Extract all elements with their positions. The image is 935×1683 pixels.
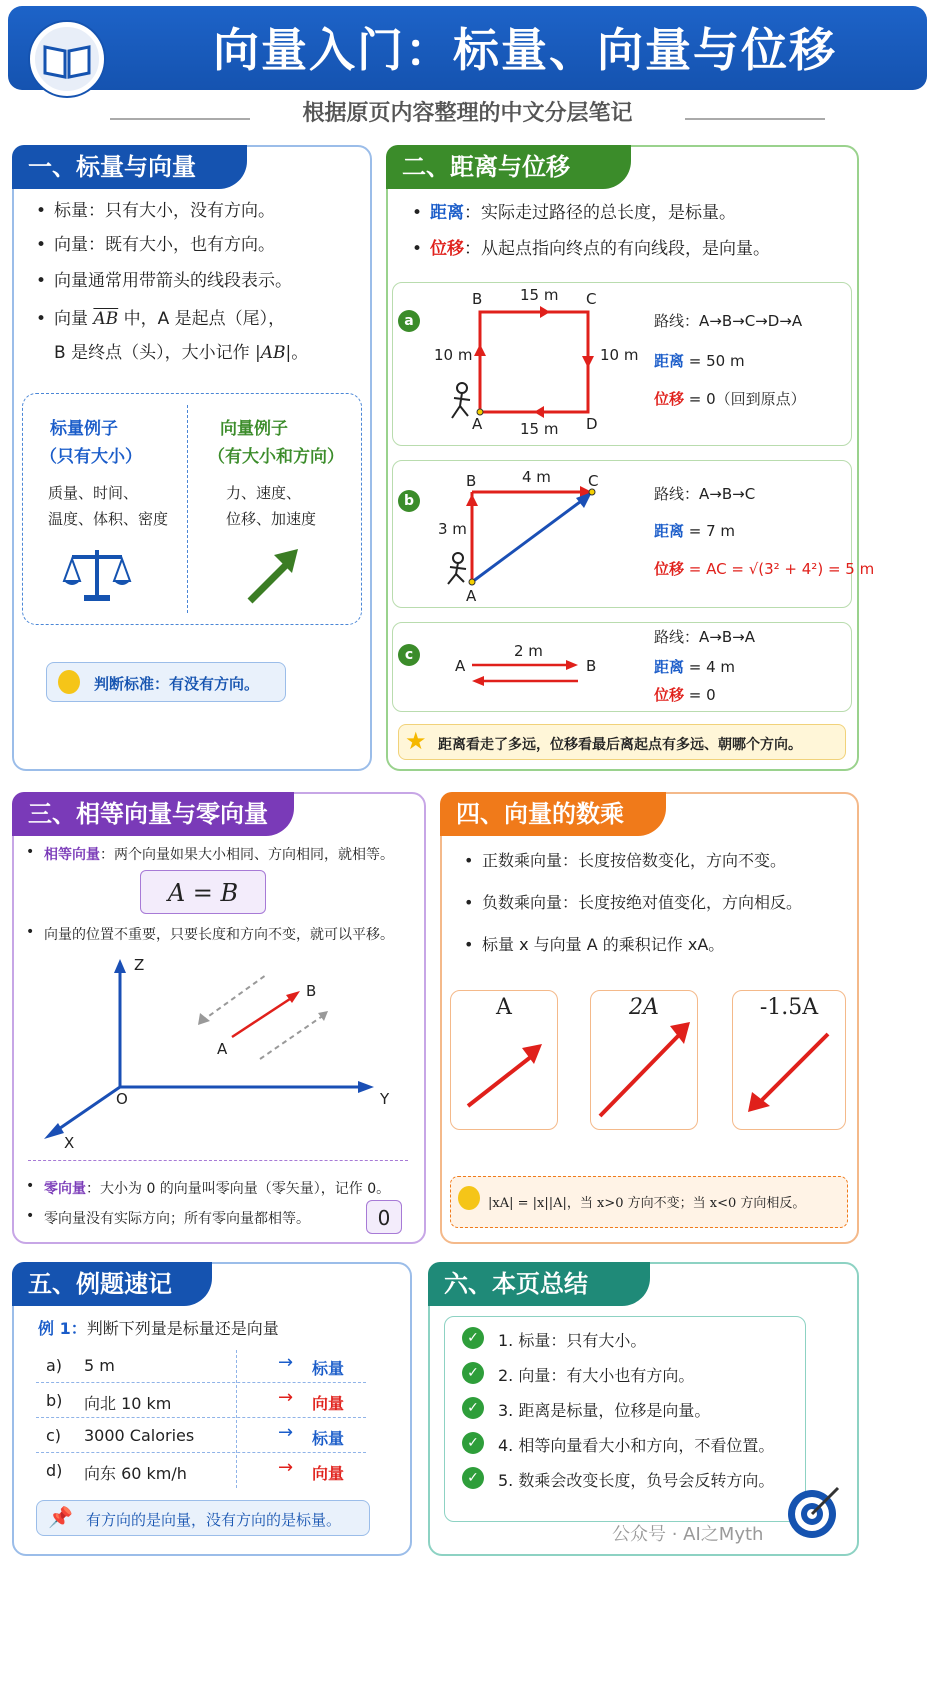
bullet: • 向量的位置不重要，只要长度和方向不变，就可以平移。 bbox=[44, 924, 394, 944]
pin-icon: 📌 bbox=[48, 1505, 73, 1529]
row-answer: 标量 bbox=[312, 1359, 345, 1378]
card-label: A bbox=[496, 995, 512, 1020]
lightbulb-icon bbox=[58, 670, 80, 694]
row-answer: 标量 bbox=[312, 1429, 345, 1448]
bullet-text: B 是终点（头），大小记作 bbox=[54, 343, 250, 363]
row-key: c) bbox=[46, 1426, 62, 1445]
row-divider bbox=[36, 1417, 366, 1418]
bullet: • 负数乘向量：长度按绝对值变化，方向相反。 bbox=[482, 890, 802, 916]
row-quantity: 5 m bbox=[84, 1356, 115, 1375]
keyword: 距离 bbox=[654, 658, 685, 676]
point-label: B bbox=[472, 290, 483, 308]
length-label: 4 m bbox=[522, 468, 551, 486]
axis-label: X bbox=[64, 1134, 75, 1152]
point-label: B bbox=[466, 472, 477, 490]
bullet bbox=[54, 306, 285, 332]
check-icon: ✓ bbox=[462, 1327, 484, 1349]
summary-item: 2. 向量：有大小也有方向。 bbox=[498, 1366, 695, 1385]
displacement-text bbox=[654, 558, 874, 579]
keyword: 位移 bbox=[654, 560, 685, 578]
vector-example-sub: （有大小和方向） bbox=[208, 447, 344, 467]
check-icon: ✓ bbox=[462, 1432, 484, 1454]
keyword: 相等向量 bbox=[44, 847, 100, 863]
section-title: 四、向量的数乘 bbox=[440, 792, 666, 836]
keyword: 距离 bbox=[654, 522, 685, 540]
check-icon: ✓ bbox=[462, 1467, 484, 1489]
row-divider bbox=[36, 1382, 366, 1383]
distance-text bbox=[654, 350, 745, 371]
keyword: 位移 bbox=[430, 239, 464, 259]
length-label: 3 m bbox=[438, 520, 467, 538]
bullet-text: ：两个向量如果大小相同、方向相同，就相等。 bbox=[100, 847, 394, 863]
point-label: A bbox=[217, 1040, 228, 1058]
keyword: 位移 bbox=[654, 686, 685, 704]
displacement-text bbox=[654, 388, 806, 409]
watermark: 公众号 · AI之Myth bbox=[612, 1524, 764, 1545]
vector-examples: 力、速度、 bbox=[226, 484, 302, 502]
section-title: 一、标量与向量 bbox=[12, 145, 247, 189]
value: = 0 bbox=[684, 686, 716, 704]
row-answer: 向量 bbox=[312, 1394, 345, 1413]
check-icon: ✓ bbox=[462, 1362, 484, 1384]
bullet bbox=[44, 1178, 390, 1198]
scalar-examples: 质量、时间、 bbox=[48, 484, 139, 502]
lightbulb-icon bbox=[458, 1186, 480, 1210]
axis-label: Z bbox=[134, 956, 145, 974]
axis-label: Y bbox=[380, 1090, 390, 1108]
point-label: C bbox=[586, 290, 597, 308]
vector-example-heading: 向量例子 bbox=[220, 419, 288, 439]
tip-text: 距离看走了多远，位移看最后离起点有多远、朝哪个方向。 bbox=[438, 737, 802, 753]
bullet: • 正数乘向量：长度按倍数变化，方向不变。 bbox=[482, 848, 786, 874]
length-label: 10 m bbox=[434, 346, 473, 364]
route-text: 路线：A→B→C→D→A bbox=[654, 312, 803, 330]
length-label: 2 m bbox=[514, 642, 543, 660]
row-divider bbox=[36, 1452, 366, 1453]
point-label: B bbox=[306, 982, 317, 1000]
value: = AC = √(3² + 4²) = 5 m bbox=[684, 560, 875, 578]
example-prompt bbox=[38, 1316, 279, 1339]
card-label: -1.5A bbox=[759, 995, 819, 1020]
equation-box: A = B bbox=[140, 870, 266, 914]
value: = 7 m bbox=[684, 522, 736, 540]
keyword: 距离 bbox=[654, 352, 685, 370]
scale-icon bbox=[62, 545, 132, 605]
bullet-text: 。 bbox=[291, 343, 309, 363]
page-title: 向量入门：标量、向量与位移 bbox=[213, 23, 837, 77]
bullet-text: 中，A 是起点（尾）， bbox=[123, 309, 286, 329]
summary-item: 4. 相等向量看大小和方向，不看位置。 bbox=[498, 1436, 775, 1455]
card-label: 2A bbox=[629, 995, 659, 1020]
square-path-diagram bbox=[440, 290, 640, 440]
route-text: 路线：A→B→A bbox=[654, 628, 755, 646]
scalar-example-sub: （只有大小） bbox=[40, 447, 142, 467]
row-quantity: 向北 10 km bbox=[84, 1394, 172, 1413]
star-icon: ★ bbox=[405, 727, 427, 755]
bullet bbox=[430, 200, 736, 226]
check-icon: ✓ bbox=[462, 1397, 484, 1419]
bullet: • 标量：只有大小，没有方向。 bbox=[54, 198, 275, 224]
target-icon bbox=[784, 1482, 844, 1542]
value: = 0（回到原点） bbox=[684, 390, 806, 408]
keyword: 距离 bbox=[430, 203, 464, 223]
bullet: • 零向量没有实际方向；所有零向量都相等。 bbox=[44, 1208, 310, 1228]
bullet-text: 向量 bbox=[54, 309, 88, 329]
length-label: 10 m bbox=[600, 346, 639, 364]
value: = 50 m bbox=[684, 352, 745, 370]
green-arrow-icon bbox=[244, 545, 304, 605]
bullet: • 向量：既有大小，也有方向。 bbox=[54, 232, 275, 258]
vector-notation: $\overline{AB}$ bbox=[93, 309, 119, 329]
row-key: a) bbox=[46, 1356, 63, 1375]
diagram-label: a bbox=[398, 310, 420, 332]
arrow-icon: → bbox=[278, 1352, 294, 1373]
arrow-icon: → bbox=[278, 1387, 294, 1408]
row-quantity: 向东 60 km/h bbox=[84, 1464, 187, 1483]
divider bbox=[187, 405, 188, 613]
tip-text: 有方向的是向量，没有方向的是标量。 bbox=[86, 1511, 342, 1529]
bullet: • 标量 x 与向量 A 的乘积记作 xA。 bbox=[482, 932, 724, 958]
bullet bbox=[44, 844, 394, 864]
vector-2a-arrow bbox=[594, 1020, 694, 1120]
row-answer: 向量 bbox=[312, 1464, 345, 1483]
example-text: 判断下列量是标量还是向量 bbox=[86, 1319, 279, 1338]
distance-text bbox=[654, 520, 735, 541]
vector-neg-arrow bbox=[744, 1030, 834, 1114]
page-subtitle: 根据原页内容整理的中文分层笔记 bbox=[302, 101, 633, 126]
point-label: A bbox=[466, 587, 477, 605]
distance-text bbox=[654, 656, 735, 677]
point-label: C bbox=[588, 472, 599, 490]
origin-label: O bbox=[116, 1090, 128, 1108]
divider bbox=[236, 1350, 237, 1488]
bullet-text: ：大小为 0 的向量叫零向量（零矢量），记作 0。 bbox=[86, 1181, 391, 1197]
row-quantity: 3000 Calories bbox=[84, 1426, 195, 1445]
divider bbox=[28, 1160, 408, 1161]
diagram-label: b bbox=[398, 490, 420, 512]
summary-item: 1. 标量：只有大小。 bbox=[498, 1331, 647, 1350]
displacement-text bbox=[654, 684, 716, 705]
vector-examples: 位移、加速度 bbox=[226, 510, 317, 528]
formula-text: |xA| = |x||A|，当 x>0 方向不变；当 x<0 方向相反。 bbox=[488, 1196, 806, 1211]
summary-item: 3. 距离是标量，位移是向量。 bbox=[498, 1401, 711, 1420]
keyword: 例 1： bbox=[38, 1319, 87, 1338]
scalar-examples: 温度、体积、密度 bbox=[48, 510, 169, 528]
value: = 4 m bbox=[684, 658, 736, 676]
arrow-icon: → bbox=[278, 1422, 294, 1443]
scalar-example-heading: 标量例子 bbox=[50, 419, 118, 439]
diagram-label: c bbox=[398, 644, 420, 666]
section-title: 三、相等向量与零向量 bbox=[12, 792, 294, 836]
summary-item: 5. 数乘会改变长度，负号会反转方向。 bbox=[498, 1471, 775, 1490]
route-text: 路线：A→B→C bbox=[654, 485, 756, 503]
section-title: 五、例题速记 bbox=[12, 1262, 212, 1306]
bullet-text: ：从起点指向终点的有向线段，是向量。 bbox=[464, 239, 770, 259]
arrow-icon: → bbox=[278, 1457, 294, 1478]
back-and-forth-diagram bbox=[468, 655, 583, 691]
length-label: 15 m bbox=[520, 420, 559, 438]
length-label: 15 m bbox=[520, 286, 559, 304]
tip-text: 判断标准：有没有方向。 bbox=[94, 675, 260, 693]
point-label: D bbox=[586, 415, 598, 433]
point-label: A bbox=[472, 415, 483, 433]
vector-a-arrow bbox=[462, 1040, 548, 1114]
row-key: d) bbox=[46, 1461, 63, 1480]
zero-vector-box: 0 bbox=[366, 1200, 402, 1234]
bullet: • 向量通常用带箭头的线段表示。 bbox=[54, 268, 292, 294]
section-title: 二、距离与位移 bbox=[386, 145, 631, 189]
keyword: 零向量 bbox=[44, 1181, 86, 1197]
point-label: A bbox=[455, 657, 466, 675]
magnitude-notation: |AB| bbox=[254, 343, 292, 363]
bullet-text: ：实际走过路径的总长度，是标量。 bbox=[464, 203, 736, 223]
row-key: b) bbox=[46, 1391, 63, 1410]
keyword: 位移 bbox=[654, 390, 685, 408]
section-title: 六、本页总结 bbox=[428, 1262, 650, 1306]
bullet-continuation bbox=[54, 340, 308, 366]
point-label: B bbox=[586, 657, 597, 675]
book-icon bbox=[30, 22, 104, 96]
bullet bbox=[430, 236, 770, 262]
